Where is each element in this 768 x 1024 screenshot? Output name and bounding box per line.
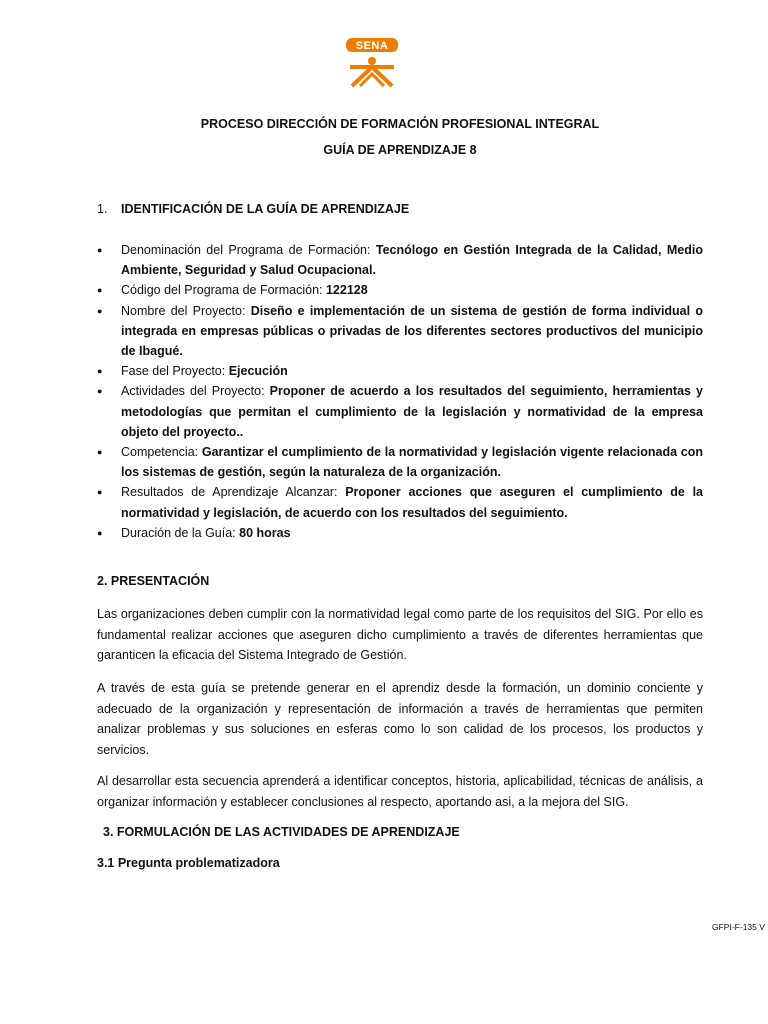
section1-number: 1.	[97, 202, 108, 216]
list-item	[97, 523, 703, 543]
item-value: Ejecución	[228, 364, 288, 379]
list-item	[97, 361, 703, 381]
list-item	[97, 482, 703, 522]
item-label: Código del Programa de Formación:	[121, 283, 326, 298]
list-item	[97, 442, 703, 482]
item-value: Tecnólogo en Gestión Integrada de la Calidad, Medio Ambiente, Seguridad y Salud Ocupacional.	[121, 243, 703, 278]
presentation-paragraph: A través de esta guía se pretende generar en el aprendiz desde la formación, un dominio conciente y adecuado de la organización y representación de información a través de herramientas que permiten analizar problemas y sus soluciones en esferas como lo son calidad de los procesos, los productos y servicios.	[97, 681, 703, 757]
item-value: Proponer acciones que aseguren el cumplimiento de la normatividad y legislación, de acuerdo con los resultados del seguimiento.	[121, 485, 703, 520]
item-label: Resultados de Aprendizaje Alcanzar:	[121, 485, 346, 500]
section3-heading: 3. FORMULACIÓN DE LAS ACTIVIDADES DE APRENDIZAJE	[103, 825, 460, 839]
section1-heading-text: IDENTIFICACIÓN DE LA GUÍA DE APRENDIZAJE	[121, 202, 410, 216]
sena-logo	[344, 36, 404, 90]
item-label: Actividades del Proyecto:	[121, 384, 270, 399]
document-code: GFPI-F-135 V	[712, 922, 765, 932]
list-item	[97, 280, 703, 300]
section2-heading: 2. PRESENTACIÓN	[97, 574, 210, 588]
item-value: 80 horas	[239, 525, 291, 540]
section3-subheading: 3.1 Pregunta problematizadora	[97, 856, 280, 870]
presentation-paragraph: Las organizaciones deben cumplir con la normatividad legal como parte de los requisitos del SIG. Por ello es fundamental realizar acciones que aseguren dicho cumplimiento a través de diferentes herramientas que garanticen la eficacia del Sistema Integrado de Gestión.	[97, 607, 703, 662]
item-value: 122128	[325, 283, 368, 298]
item-label: Denominación del Programa de Formación:	[121, 243, 376, 257]
logo-text: SENA	[355, 40, 389, 52]
item-label: Fase del Proyecto:	[121, 364, 229, 379]
identification-list	[97, 240, 703, 543]
presentation-paragraph: Al desarrollar esta secuencia aprenderá a identificar conceptos, historia, aplicabilidad, técnicas de análisis, a organizar información y establecer conclusiones al respecto, aportando asi, a la mejora del SIG.	[97, 774, 703, 809]
item-value: Garantizar el cumplimiento de la normatividad y legislación vigente relacionada con los sistemas de gestión, según la naturaleza de la organización.	[121, 445, 703, 480]
list-item	[97, 240, 703, 280]
page-title: PROCESO DIRECCIÓN DE FORMACIÓN PROFESIONAL INTEGRAL	[200, 117, 600, 131]
item-label: Competencia:	[121, 445, 202, 460]
item-label: Nombre del Proyecto:	[121, 303, 251, 318]
item-value: Proponer de acuerdo a los resultados del seguimiento, herramientas y metodologías que permitan el cumplimiento de la legislación y normatividad de la empresa objeto del proyecto..	[121, 384, 704, 439]
item-label: Duración de la Guía:	[121, 525, 240, 540]
section1-heading	[97, 202, 409, 216]
page-subtitle: GUÍA DE APRENDIZAJE 8	[323, 143, 477, 157]
item-value: Diseño e implementación de un sistema de gestión de forma individual o integrada en empresas públicas o privadas de los diferentes sectores productivos del municipio de Ibagué.	[121, 303, 703, 359]
list-item	[97, 301, 703, 362]
list-item	[97, 381, 703, 442]
